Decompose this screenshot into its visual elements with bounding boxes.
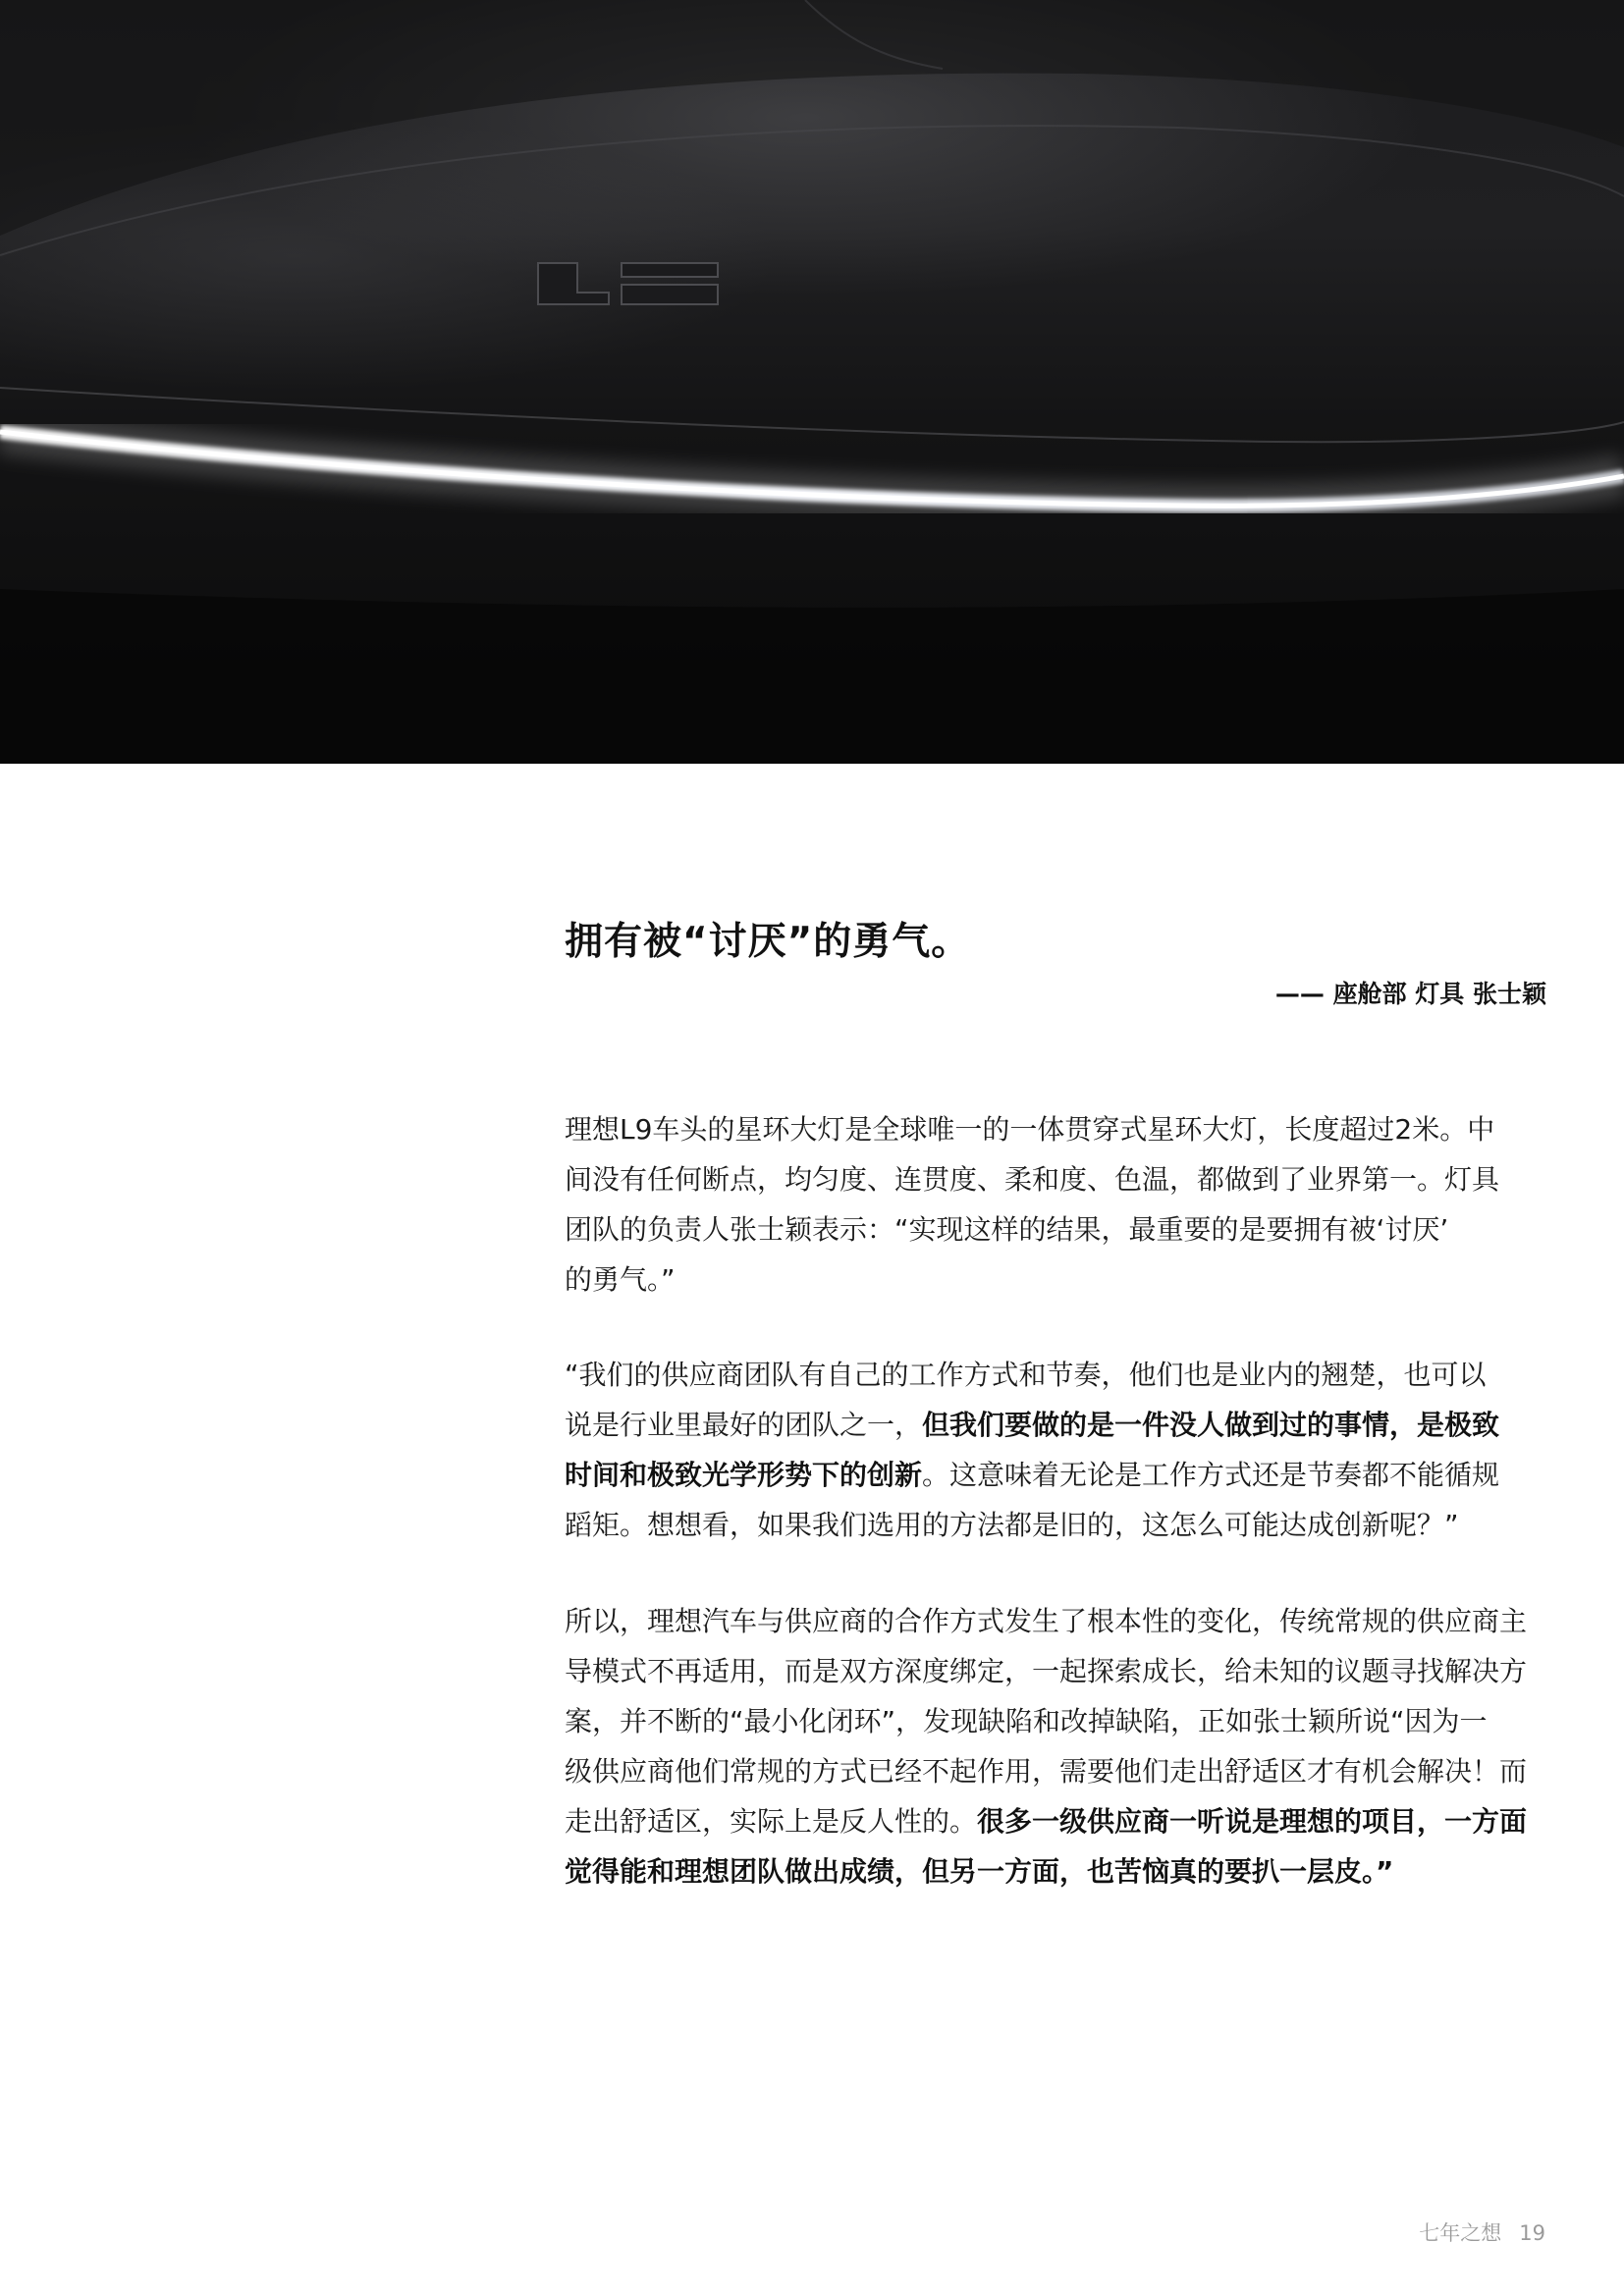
text-run: 走出舒适区，实际上是反人性的。 bbox=[565, 1805, 978, 1838]
paragraph-line bbox=[565, 1746, 1546, 1796]
text-run: 蹈矩。想想看，如果我们选用的方法都是旧的，这怎么可能达成创新呢？” bbox=[565, 1509, 1459, 1541]
text-run: 理想L9车头的星环大灯是全球唯一的一体贯穿式星环大灯，长度超过2米。中 bbox=[565, 1113, 1495, 1146]
author-byline: —— 座舱部 灯具 张士颖 bbox=[1274, 980, 1546, 1008]
page-number: 19 bbox=[1519, 2221, 1545, 2245]
text-run: 的勇气。” bbox=[565, 1263, 676, 1296]
car-front-illustration bbox=[0, 0, 1624, 764]
text-run: 说是行业里最好的团队之一， bbox=[565, 1409, 923, 1441]
li-auto-logo bbox=[538, 263, 718, 304]
paragraph-line bbox=[565, 1596, 1546, 1646]
paragraph-line bbox=[565, 1204, 1546, 1255]
hero-photo-car-light-strip bbox=[0, 0, 1624, 764]
paragraph-line bbox=[565, 1154, 1546, 1204]
paragraph-line bbox=[565, 1255, 1546, 1305]
text-run: 导模式不再适用，而是双方深度绑定，一起探索成长，给未知的议题寻找解决方 bbox=[565, 1655, 1528, 1687]
text-run: 所以，理想汽车与供应商的合作方式发生了根本性的变化，传统常规的供应商主 bbox=[565, 1605, 1528, 1637]
paragraph-line bbox=[565, 1104, 1546, 1154]
paragraph-line bbox=[565, 1646, 1546, 1696]
text-run: 案，并不断的“最小化闭环”，发现缺陷和改掉缺陷，正如张士颖所说“因为一 bbox=[565, 1705, 1488, 1737]
paragraph-line bbox=[565, 1350, 1546, 1400]
paragraph-2 bbox=[565, 1350, 1546, 1550]
page-footer bbox=[1419, 2217, 1545, 2247]
paragraph-line bbox=[565, 1846, 1546, 1896]
bold-text-run: 觉得能和理想团队做出成绩，但另一方面，也苦恼真的要扒一层皮。” bbox=[565, 1855, 1394, 1888]
paragraph-line bbox=[565, 1796, 1546, 1846]
text-run: 间没有任何断点，均匀度、连贯度、柔和度、色温，都做到了业界第一。灯具 bbox=[565, 1163, 1500, 1196]
paragraph-1 bbox=[565, 1104, 1546, 1305]
text-run: 。这意味着无论是工作方式还是节奏都不能循规 bbox=[922, 1459, 1500, 1491]
paragraph-line bbox=[565, 1450, 1546, 1500]
footer-section-title: 七年之想 bbox=[1419, 2221, 1502, 2245]
text-run: 团队的负责人张士颖表示：“实现这样的结果，最重要的是要拥有被‘讨厌’ bbox=[565, 1213, 1449, 1246]
article-headline: 拥有被“讨厌”的勇气。 bbox=[565, 920, 971, 964]
bold-text-run: 但我们要做的是一件没人做到过的事情，是极致 bbox=[922, 1409, 1500, 1441]
text-run: “我们的供应商团队有自己的工作方式和节奏，他们也是业内的翘楚，也可以 bbox=[565, 1359, 1487, 1391]
paragraph-3 bbox=[565, 1596, 1546, 1896]
paragraph-line bbox=[565, 1696, 1546, 1746]
text-run: 级供应商他们常规的方式已经不起作用，需要他们走出舒适区才有机会解决！而 bbox=[565, 1755, 1528, 1788]
paragraph-line bbox=[565, 1500, 1546, 1550]
paragraph-line bbox=[565, 1400, 1546, 1450]
bold-text-run: 时间和极致光学形势下的创新 bbox=[565, 1459, 923, 1491]
bold-text-run: 很多一级供应商一听说是理想的项目，一方面 bbox=[977, 1805, 1528, 1838]
